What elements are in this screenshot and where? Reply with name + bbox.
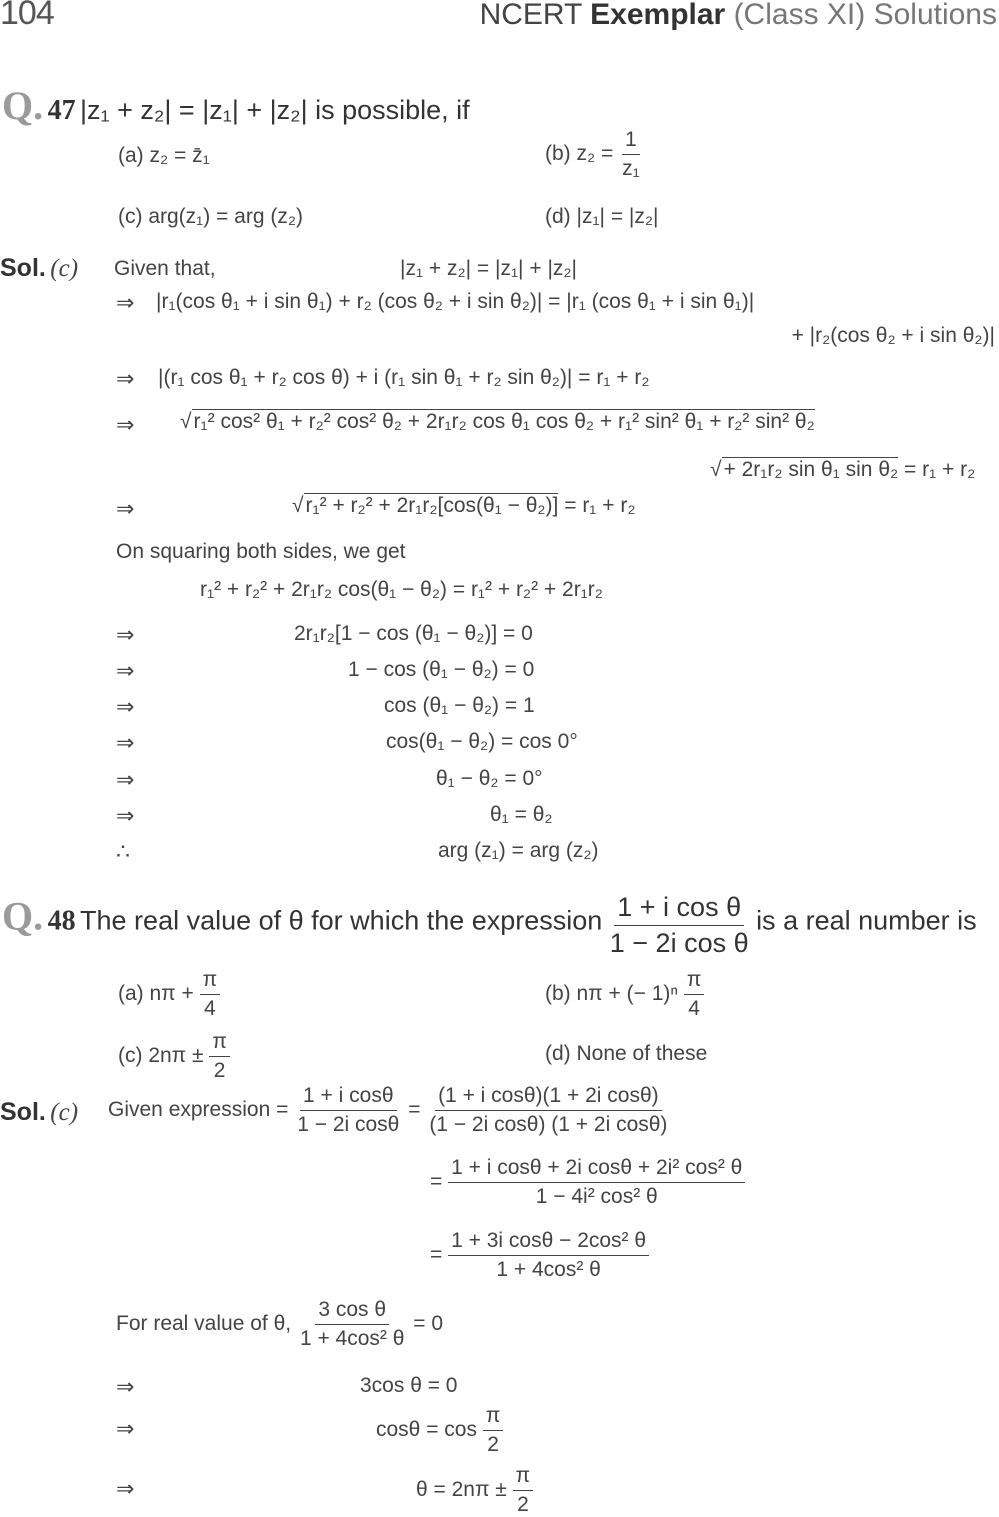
implies-icon: ⇒ xyxy=(116,496,135,521)
solution-answer: (c) xyxy=(50,255,79,282)
option-d: (d) |z₁| = |z₂| xyxy=(545,205,659,228)
page-number: 104 xyxy=(0,0,54,32)
solution-step: 3cos θ = 0 xyxy=(360,1374,458,1397)
option-b: (b) z₂ = $\frac{1}{\text{z₁}}$ xyxy=(545,128,643,181)
solution-step: θ₁ − θ₂ = 0° xyxy=(436,767,543,790)
implies-icon: ⇒ xyxy=(116,622,135,647)
solution-line: |r₁(cos θ₁ + i sin θ₁) + r₂ (cos θ₂ + i sin θ₂)| = |r₁ (cos θ₁ + i sin θ₁)| xyxy=(156,290,755,313)
solution-line: √r₁² + r₂² + 2r₁r₂[cos(θ₁ − θ₂)] = r₁ + r₂ xyxy=(292,494,636,517)
implies-icon: ⇒ xyxy=(116,1416,135,1441)
solution-line: Given expression = $\frac{\text{1 + i cosθ}}{\text{1 − 2i cosθ}}$ = $\frac{\text{(1 + i cosθ)(1 + 2i cosθ)}}{\text{(1 − 2i cosθ) (1 + 2i cosθ)}}$ xyxy=(108,1084,668,1136)
implies-icon: ⇒ xyxy=(116,366,135,391)
fraction: $\frac{\text{1 + i cos θ}}{\text{1 − 2i cos θ}}$ xyxy=(609,892,749,958)
fraction: $\frac{1}{\text{z₁}}$ xyxy=(622,128,640,180)
solution-47-label: Sol. (c) xyxy=(0,254,79,282)
implies-icon: ⇒ xyxy=(116,412,135,437)
solution-step: θ₁ = θ₂ xyxy=(490,803,553,826)
solution-line: For real value of θ, $\frac{\text{3 cos θ}}{\text{1 + 4cos² θ}}$ = 0 xyxy=(116,1298,444,1350)
therefore-icon: ∴ xyxy=(116,839,130,864)
solution-line: √+ 2r₁r₂ sin θ₁ sin θ₂ = r₁ + r₂ xyxy=(710,458,976,481)
running-header: NCERT Exemplar (Class XI) Solutions xyxy=(479,0,997,31)
solution-line: √r₁² cos² θ₁ + r₂² cos² θ₂ + 2r₁r₂ cos θ₁ cos θ₂ + r₁² sin² θ₁ + r₂² sin² θ₂ xyxy=(180,410,815,433)
question-text: |z₁ + z₂| = |z₁| + |z₂| is possible, if xyxy=(80,95,470,125)
solution-step: θ = 2nπ ± $\frac{\pi}{2}$ xyxy=(416,1464,533,1517)
implies-icon: ⇒ xyxy=(116,1476,135,1501)
implies-icon: ⇒ xyxy=(116,730,135,755)
question-47-heading xyxy=(2,82,470,129)
option-d: (d) None of these xyxy=(545,1042,708,1065)
solution-step: 1 − cos (θ₁ − θ₂) = 0 xyxy=(348,658,535,681)
squaring-text: On squaring both sides, we get xyxy=(116,540,406,563)
implies-icon: ⇒ xyxy=(116,767,135,792)
implies-icon: ⇒ xyxy=(116,1374,135,1399)
option-a: (a) z₂ = z̄₁ xyxy=(118,144,210,167)
implies-icon: ⇒ xyxy=(116,658,135,683)
solution-step: cos (θ₁ − θ₂) = 1 xyxy=(384,694,535,717)
q-mark-icon: Q. xyxy=(2,893,44,939)
question-48-heading: Q. 48 The real value of θ for which the expression $\frac{\text{1 + i cos θ}}{\text{1 − 2i cos θ}}$ is a real number is xyxy=(2,892,977,958)
solution-48-label: Sol. (c) xyxy=(0,1098,79,1126)
q-mark-icon: Q. xyxy=(2,83,44,128)
option-c: (c) 2nπ ± $\frac{\pi}{2}$ xyxy=(118,1030,230,1083)
implies-icon: ⇒ xyxy=(116,803,135,828)
implies-icon: ⇒ xyxy=(116,694,135,719)
solution-answer: (c) xyxy=(50,1099,79,1126)
given-equation: |z₁ + z₂| = |z₁| + |z₂| xyxy=(400,257,578,280)
question-number: 47 xyxy=(47,95,76,126)
solution-line: = $\frac{\text{1 + i cosθ + 2i cosθ + 2i² cos² θ}}{\text{1 − 4i² cos² θ}}$ xyxy=(430,1156,745,1209)
option-b: (b) nπ + (− 1)ⁿ $\frac{\pi}{4}$ xyxy=(545,968,704,1021)
solution-step: cosθ = cos $\frac{\pi}{2}$ xyxy=(376,1404,503,1457)
header-title-bold: Exemplar xyxy=(590,0,726,31)
given-text: Given that, xyxy=(114,257,216,280)
option-c: (c) arg(z₁) = arg (z₂) xyxy=(118,205,304,228)
solution-line: |(r₁ cos θ₁ + r₂ cos θ) + i (r₁ sin θ₁ + r₂ sin θ₂)| = r₁ + r₂ xyxy=(158,366,650,389)
solution-step: arg (z₁) = arg (z₂) xyxy=(438,839,599,862)
implies-icon: ⇒ xyxy=(116,290,135,315)
solution-step: r₁² + r₂² + 2r₁r₂ cos(θ₁ − θ₂) = r₁² + r₂² + 2r₁r₂ xyxy=(200,578,603,601)
solution-line: + |r₂(cos θ₂ + i sin θ₂)| xyxy=(791,324,995,347)
question-number: 48 xyxy=(47,905,76,937)
solution-line: = $\frac{\text{1 + 3i cosθ − 2cos² θ}}{\text{1 + 4cos² θ}}$ xyxy=(430,1229,649,1282)
solution-step: 2r₁r₂[1 − cos (θ₁ − θ₂)] = 0 xyxy=(294,622,533,645)
option-a: (a) nπ + $\frac{\pi}{4}$ xyxy=(118,968,220,1021)
solution-step: cos(θ₁ − θ₂) = cos 0° xyxy=(386,730,578,753)
